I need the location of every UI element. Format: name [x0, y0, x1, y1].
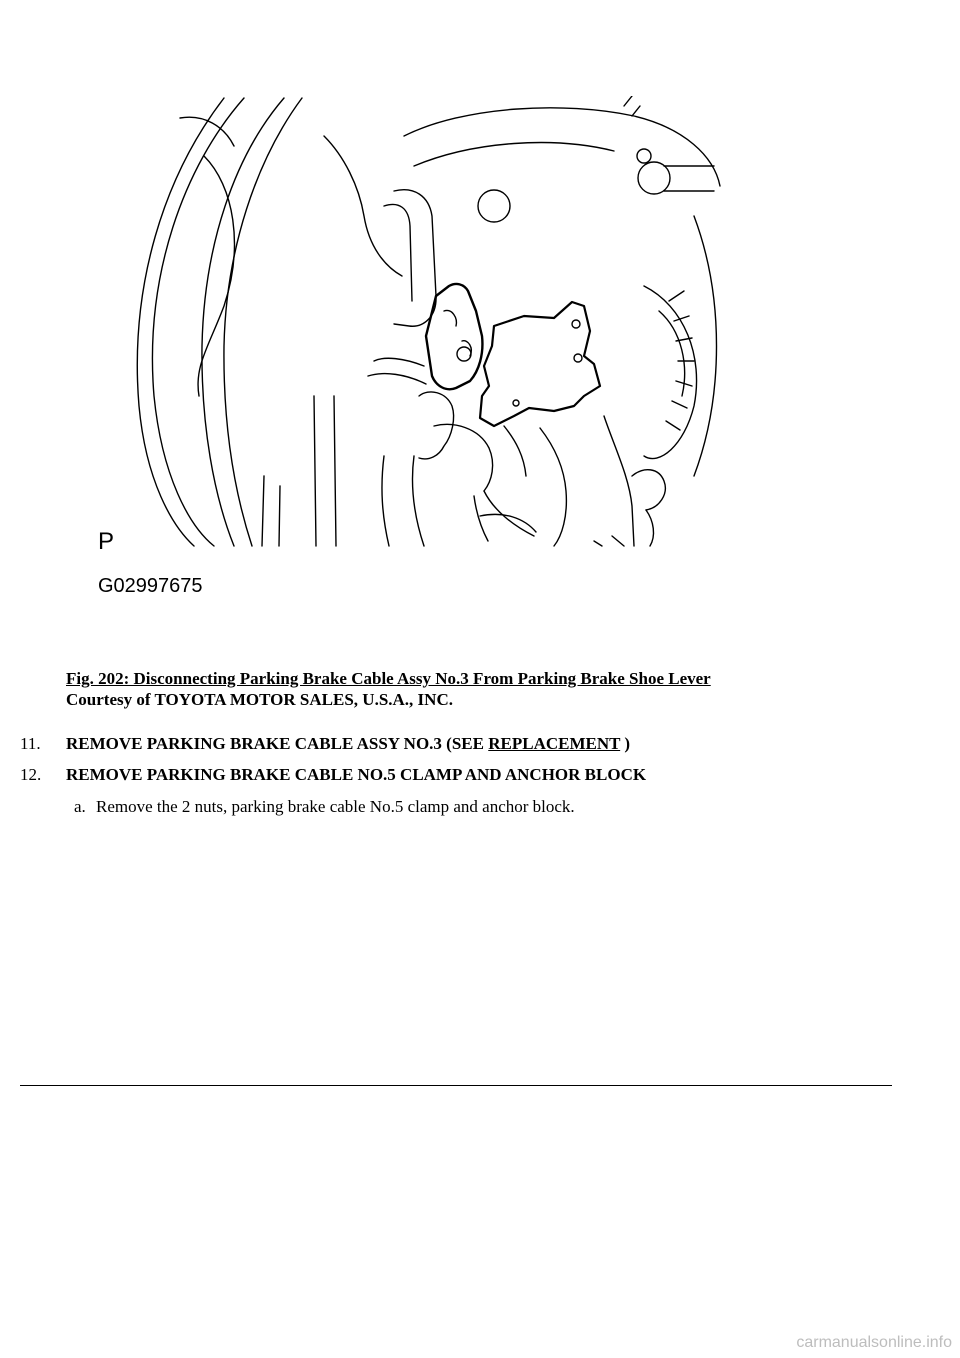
caption-title: Fig. 202: Disconnecting Parking Brake Cable Assy No.3 From Parking Brake Shoe Lever [66, 669, 711, 688]
step-11 [20, 733, 630, 754]
substep-text: Remove the 2 nuts, parking brake cable No.5 clamp and anchor block. [96, 797, 575, 816]
footer-divider [20, 1085, 892, 1086]
replacement-link[interactable]: REPLACEMENT [488, 734, 621, 753]
step-number: 11. [20, 734, 41, 753]
step-12 [20, 764, 646, 785]
view-label: P [98, 528, 115, 555]
step-text: REMOVE PARKING BRAKE CABLE ASSY NO.3 (SEE [66, 734, 489, 753]
image-id: G02997675 [98, 575, 203, 597]
step-text: REMOVE PARKING BRAKE CABLE NO.5 CLAMP AND ANCHOR BLOCK [66, 765, 647, 784]
site-watermark: carmanualsonline.info [796, 1334, 952, 1351]
step-suffix: ) [620, 734, 631, 753]
figure-caption [66, 668, 711, 710]
substep-a [74, 796, 575, 817]
substep-letter: a. [74, 797, 86, 816]
brake-illustration [84, 96, 724, 606]
brake-line-drawing [84, 96, 724, 606]
caption-credit: Courtesy of TOYOTA MOTOR SALES, U.S.A., INC. [66, 690, 453, 709]
step-number: 12. [20, 765, 42, 784]
